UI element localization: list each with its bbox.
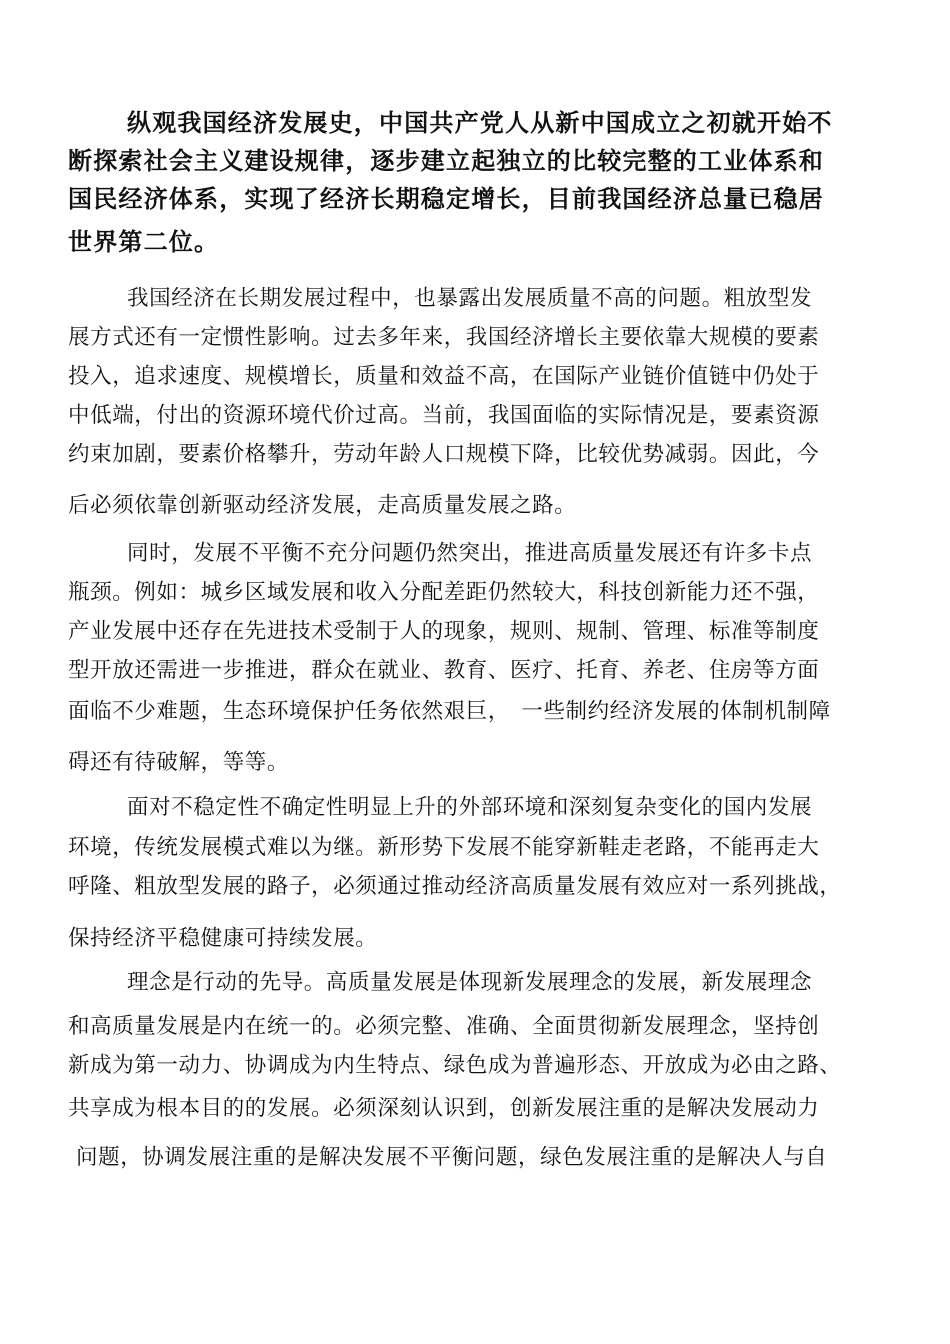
paragraph-3-line-6: 碍还有待破解，等等。: [68, 750, 290, 775]
paragraph-2-line-1: 我国经济在长期发展过程中，也暴露出发展质量不高的问题。粗放型发: [127, 286, 813, 311]
paragraph-2-line-6: 后必须依靠创新驱动经济发展，走高质量发展之路。: [68, 493, 577, 518]
paragraph-1-line-3: 国民经济体系，实现了经济长期稳定增长，目前我国经济总量已稳居: [68, 184, 824, 213]
paragraph-2-line-3: 投入，追求速度、规模增长，质量和效益不高，在国际产业链价值链中仍处于: [68, 364, 820, 389]
paragraph-3-line-3: 产业发展中还存在先进技术受制于人的现象，规则、规制、管理、标准等制度: [68, 619, 820, 644]
paragraph-4-line-4: 保持经济平稳健康可持续发展。: [68, 926, 378, 951]
paragraph-4-line-1: 面对不稳定性不确定性明显上升的外部环境和深刻复杂变化的国内发展: [127, 795, 813, 820]
paragraph-2-line-2: 展方式还有一定惯性影响。过去多年来，我国经济增长主要依靠大规模的要素: [68, 325, 820, 350]
paragraph-3-line-4: 型开放还需进一步推进，群众在就业、教育、医疗、托育、养老、住房等方面: [68, 658, 820, 683]
paragraph-3-line-1: 同时，发展不平衡不充分问题仍然突出，推进高质量发展还有许多卡点: [127, 541, 813, 566]
paragraph-2-line-4: 中低端，付出的资源环境代价过高。当前，我国面临的实际情况是，要素资源: [68, 403, 820, 428]
paragraph-5-line-2: 和高质量发展是内在统一的。必须完整、准确、全面贯彻新发展理念，坚持创: [68, 1014, 820, 1039]
paragraph-5-line-5: 问题，协调发展注重的是解决发展不平衡问题，绿色发展注重的是解决人与自: [76, 1145, 828, 1170]
paragraph-5-line-4: 共享成为根本目的的发展。必须深刻认识到，创新发展注重的是解决发展动力: [68, 1096, 820, 1121]
paragraph-1-line-2: 断探索社会主义建设规律，逐步建立起独立的比较完整的工业体系和: [68, 146, 824, 175]
paragraph-1-line-1: 纵观我国经济发展史，中国共产党人从新中国成立之初就开始不: [127, 108, 833, 137]
paragraph-4-line-3: 呼隆、粗放型发展的路子，必须通过推动经济高质量发展有效应对一系列挑战，: [68, 874, 842, 899]
paragraph-3-line-5: 面临不少难题，生态环境保护任务依然艰巨， 一些制约经济发展的体制机制障: [68, 699, 831, 724]
paragraph-3-line-2: 瓶颈。例如：城乡区域发展和收入分配差距仍然较大，科技创新能力还不强，: [68, 580, 820, 605]
paragraph-1-line-4: 世界第二位。: [68, 227, 220, 256]
paragraph-5-line-3: 新成为第一动力、协调成为内生特点、绿色成为普遍形态、开放成为必由之路、: [68, 1053, 842, 1078]
paragraph-2-line-5: 约束加剧，要素价格攀升，劳动年龄人口规模下降，比较优势减弱。因此，今: [68, 442, 820, 467]
paragraph-4-line-2: 环境，传统发展模式难以为继。新形势下发展不能穿新鞋走老路，不能再走大: [68, 835, 820, 860]
paragraph-5-line-1: 理念是行动的先导。高质量发展是体现新发展理念的发展，新发展理念: [127, 970, 813, 995]
